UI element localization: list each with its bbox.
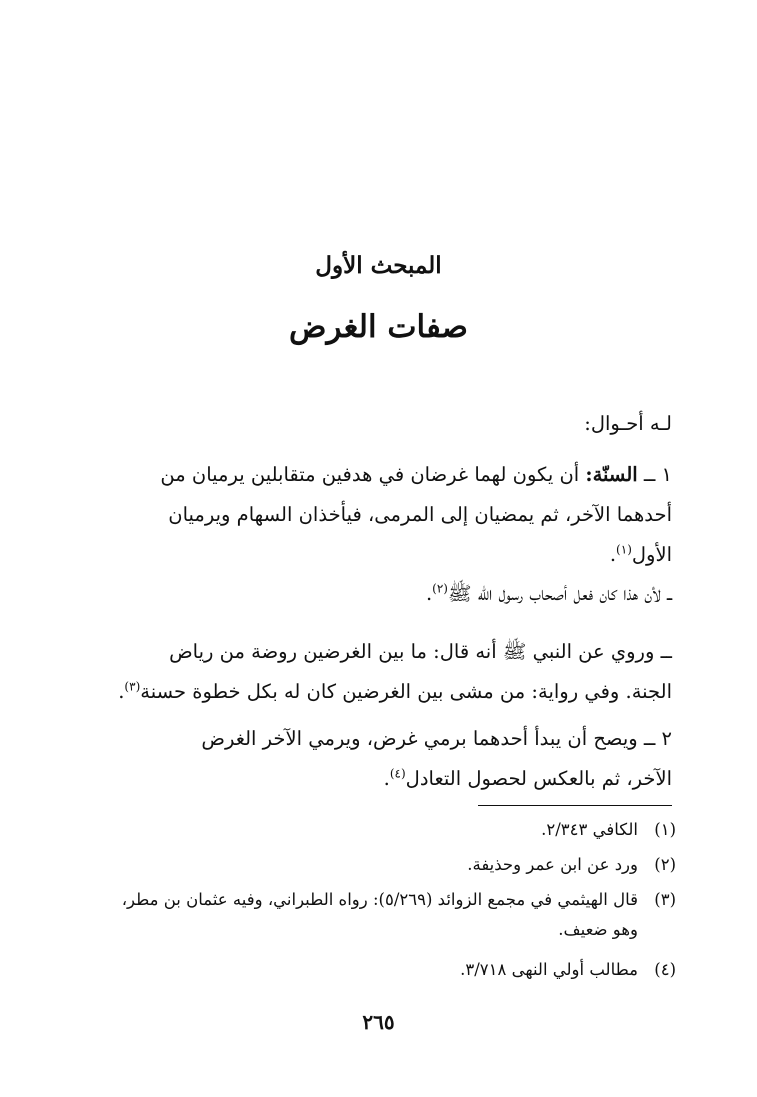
- text: أن يكون لهما غرضان في هدفين متقابلين يرميان من: [160, 463, 586, 486]
- footnote-text: ورد عن ابن عمر وحذيفة.: [467, 855, 638, 874]
- section-title: صفات الغرض: [288, 309, 469, 345]
- footnote-1: [92, 815, 676, 845]
- paragraph-3: [92, 632, 672, 712]
- period: .: [425, 582, 433, 605]
- footnote-text: مطالب أولي النهى ٣/٧١٨.: [460, 960, 638, 979]
- item-number: ١ ــ: [637, 463, 672, 486]
- footnote-2: [92, 850, 676, 880]
- paragraph-3-line-1: ــ وروي عن النبي ﷺ أنه قال: ما بين الغرضين روضة من رياض: [169, 640, 672, 663]
- footnote-continuation: وهو ضعيف.: [558, 920, 638, 939]
- footnote-ref[interactable]: (٤): [389, 766, 406, 781]
- footnote-ref[interactable]: (٣): [124, 679, 141, 694]
- footnote-4: [92, 955, 676, 985]
- footnote-mark: (٤): [654, 960, 676, 979]
- footnote-text: الكافي ٢/٣٤٣.: [541, 820, 638, 839]
- footnote-mark: (١): [654, 820, 676, 839]
- period: .: [118, 680, 125, 703]
- paragraph-2-line-1: [92, 582, 672, 610]
- paragraph-3-line-2: [92, 672, 672, 712]
- text: الآخر، ثم بالعكس لحصول التعادل: [405, 767, 672, 790]
- text: ــ لأن هذا كان فعل أصحاب رسول الله ﷺ: [447, 582, 672, 605]
- chapter-heading: المبحث الأول: [315, 252, 442, 279]
- paragraph-1-line-3: [92, 535, 672, 575]
- paragraph-1: [92, 455, 672, 575]
- footnote-ref[interactable]: (٢): [432, 581, 448, 596]
- keyword: السنّة:: [585, 463, 638, 486]
- footnote-mark: (٣): [654, 890, 676, 909]
- paragraph-1-line-1: [92, 455, 672, 495]
- paragraph-4-line-1: ٢ ــ ويصح أن يبدأ أحدهما برمي غرض، ويرمي الآخر الغرض: [201, 727, 672, 750]
- intro-line: لـه أحـوال:: [584, 412, 672, 435]
- period: .: [383, 767, 390, 790]
- footnote-text: قال الهيثمي في مجمع الزوائد (٥/٢٦٩): رواه الطبراني، وفيه عثمان بن مطر،: [121, 890, 638, 909]
- paragraph-4-line-2: [92, 759, 672, 799]
- period: .: [609, 543, 617, 566]
- footnote-mark: (٢): [654, 855, 676, 874]
- text: الأول: [631, 543, 672, 566]
- paragraph-2: [92, 582, 672, 610]
- footnote-separator: [478, 805, 672, 806]
- paragraph-4: [92, 719, 672, 799]
- page-number: ٢٦٥: [362, 1010, 395, 1034]
- footnote-ref[interactable]: (١): [616, 542, 632, 557]
- text: الجنة. وفي رواية: من مشى بين الغرضين كان له بكل خطوة حسنة: [140, 680, 672, 703]
- footnote-3: [92, 885, 676, 945]
- paragraph-1-line-2: أحدهما الآخر، ثم يمضيان إلى المرمى، فيأخذان السهام ويرميان: [168, 503, 672, 526]
